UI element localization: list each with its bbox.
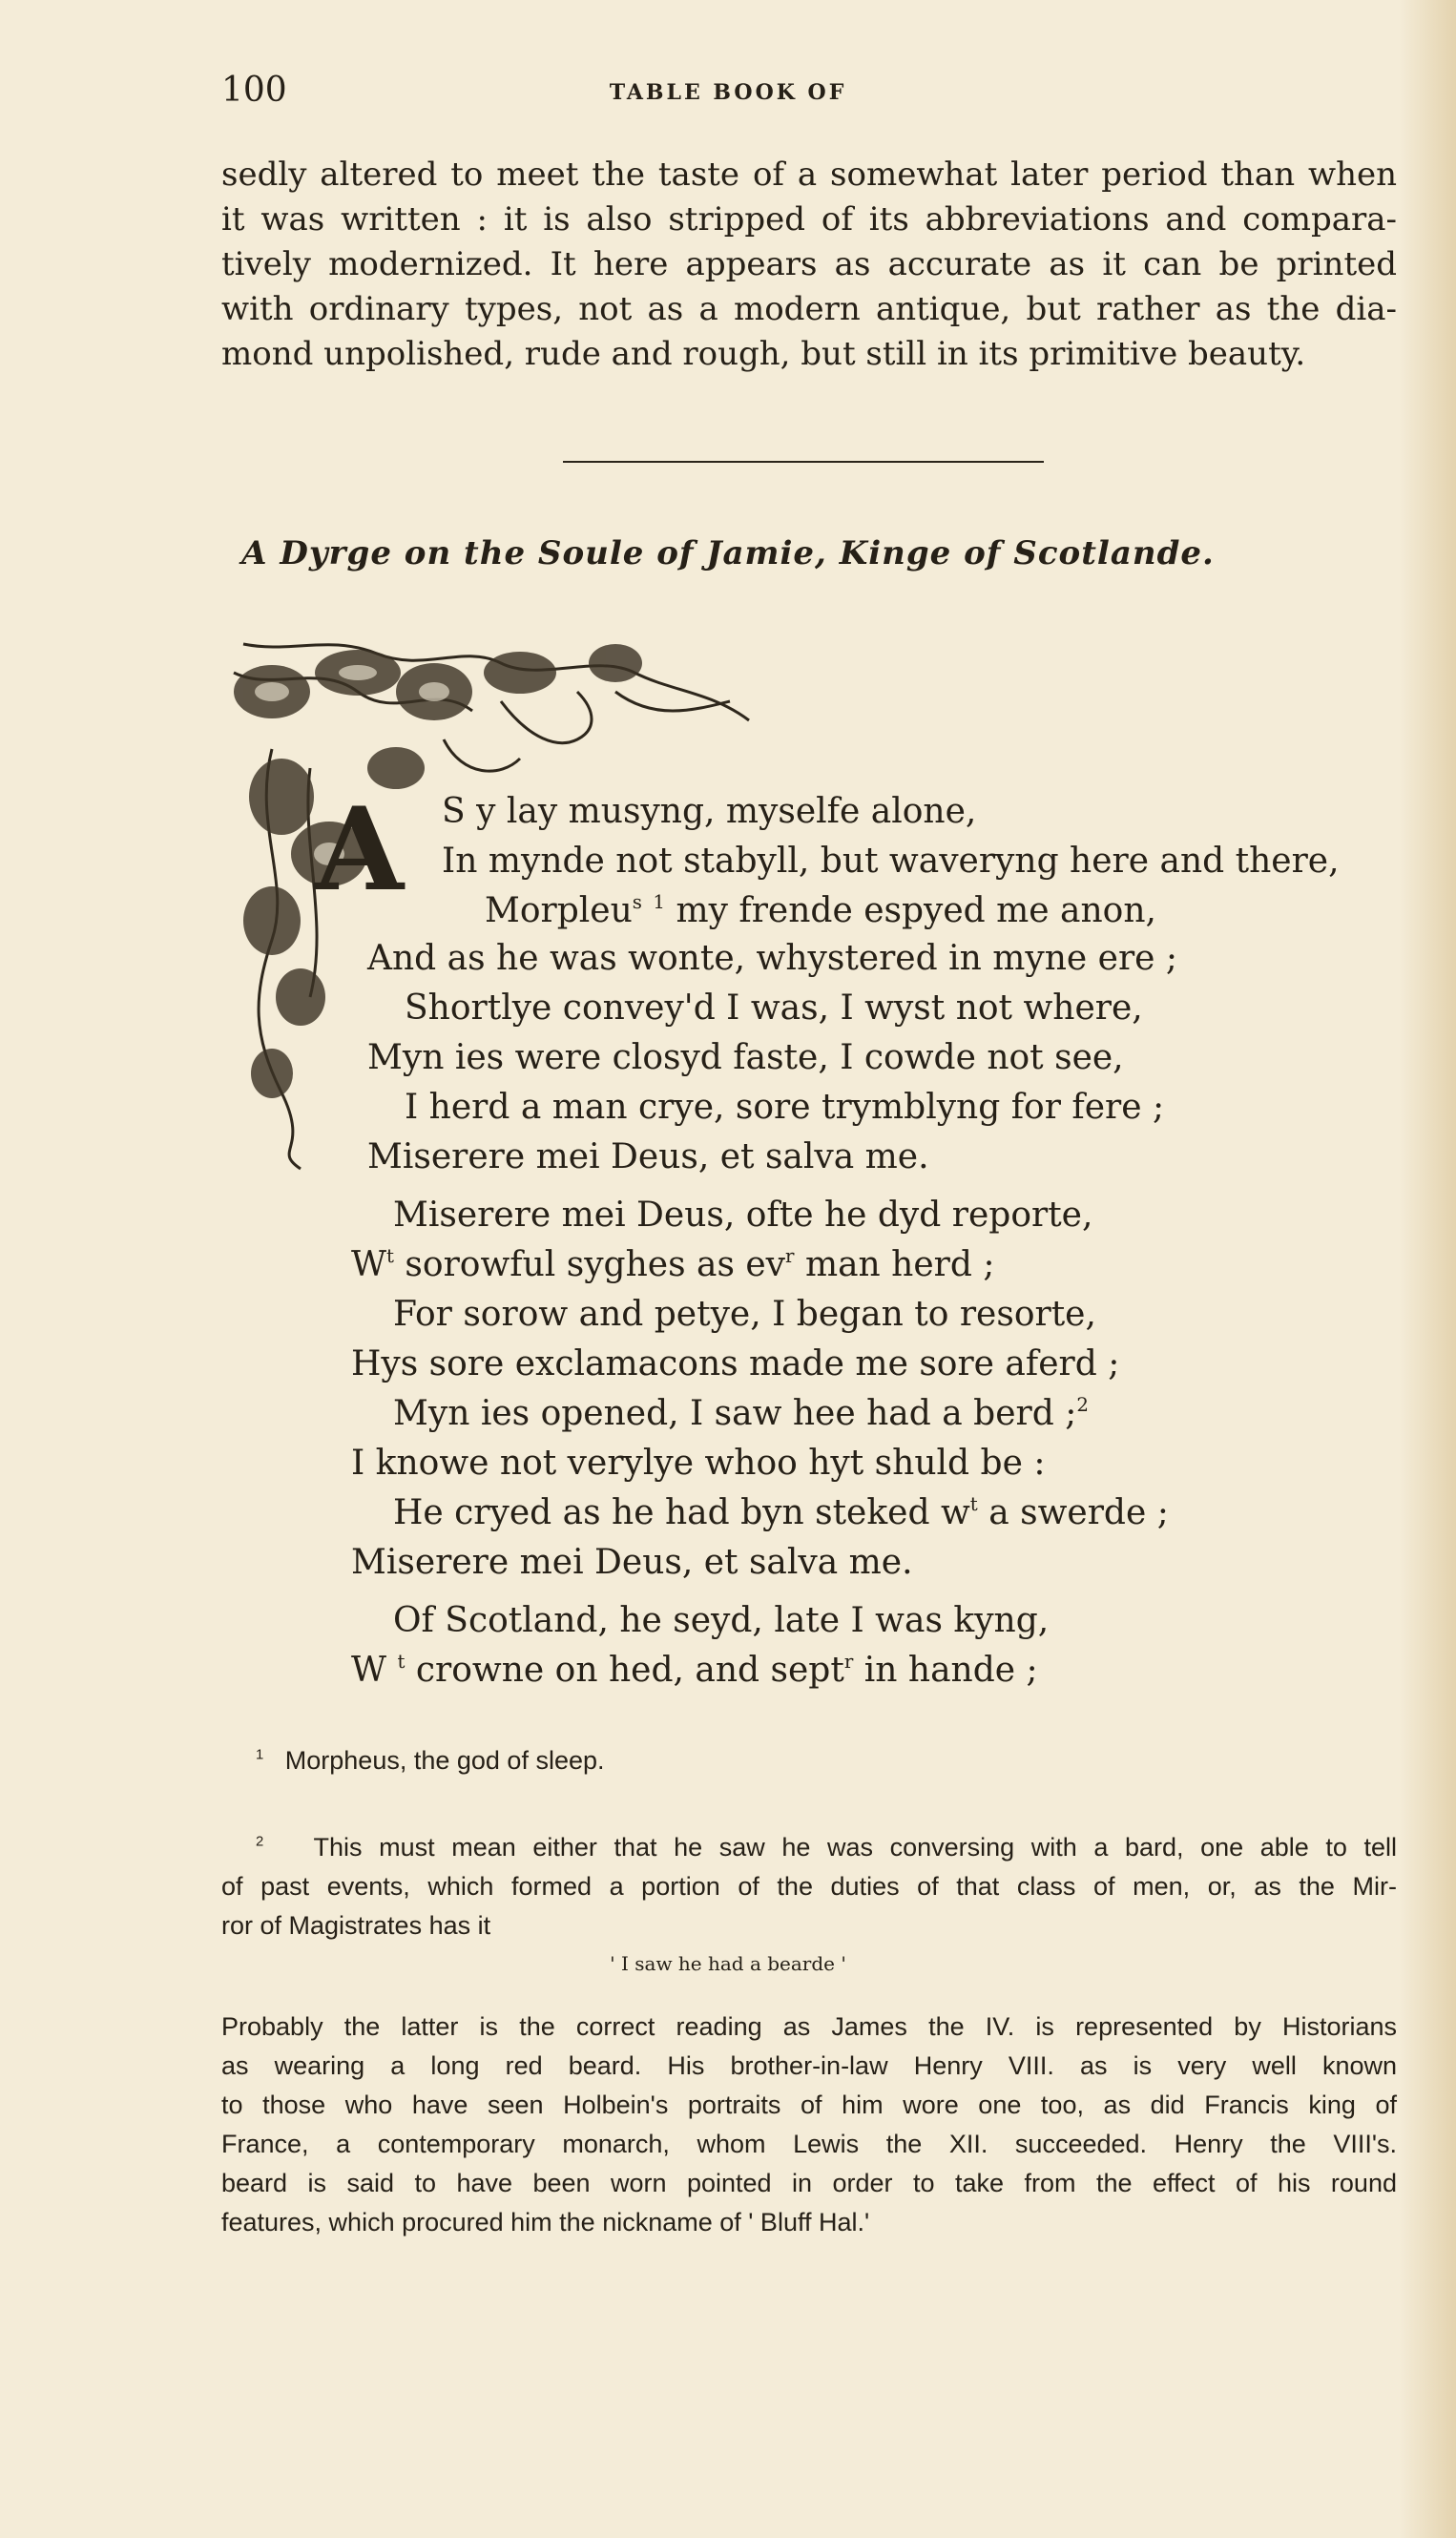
footnote-mark: 1 bbox=[256, 1747, 264, 1763]
verse-text: W bbox=[351, 1651, 387, 1690]
intro-line: mond unpolished, rude and rough, but still in its primitive beauty. bbox=[221, 335, 1306, 373]
footnote-line: beard is said to have been worn pointed in order to take from the effect of his round bbox=[221, 2169, 1397, 2197]
verse-line: And as he was wonte, whystered in myne ere ; bbox=[367, 939, 1178, 978]
footnote-2-continuation bbox=[221, 2008, 1397, 2242]
verse-line: Miserere mei Deus, ofte he dyd reporte, bbox=[393, 1196, 1093, 1235]
page-number: 100 bbox=[221, 71, 287, 110]
verse-line: Miserere mei Deus, et salva me. bbox=[367, 1137, 929, 1176]
verse-text: sorowful syghes as ev bbox=[405, 1245, 786, 1284]
footnote-line: as wearing a long red beard. His brother-in-law Henry VIII. as is very well known bbox=[221, 2051, 1397, 2080]
intro-line: sedly altered to meet the taste of a somewhat later period than when bbox=[221, 156, 1397, 194]
footnote-line: features, which procured him the nickname of ' Bluff Hal.' bbox=[221, 2208, 870, 2236]
verse-line: Of Scotland, he seyd, late I was kyng, bbox=[393, 1601, 1050, 1640]
footnote-quote: ' I saw he had a bearde ' bbox=[610, 1952, 846, 1975]
footnote-2 bbox=[221, 1828, 1397, 1945]
intro-line: it was written : it is also stripped of its abbreviations and compara- bbox=[221, 200, 1397, 239]
footnote-line: Probably the latter is the correct reading as James the IV. is represented by Historians bbox=[221, 2012, 1397, 2041]
verse-text: W bbox=[351, 1245, 387, 1284]
footnote-text: This must mean either that he saw he was conversing with a bard, one able to tell bbox=[313, 1833, 1397, 1862]
footnote-text: Morpheus, the god of sleep. bbox=[284, 1746, 605, 1775]
footnote-1 bbox=[256, 1746, 605, 1776]
footnote-mark: 2 bbox=[256, 1834, 264, 1850]
verse-text: Morpleu bbox=[485, 891, 633, 930]
superscript: r bbox=[843, 1651, 854, 1674]
verse-text: my frende espyed me anon, bbox=[676, 891, 1156, 930]
superscript: s bbox=[632, 891, 642, 914]
running-title: TABLE BOOK OF bbox=[609, 80, 847, 105]
footnote-ref-1: 1 bbox=[653, 891, 665, 914]
footnote-line: of past events, which formed a portion of the duties of that class of men, or, as the Mir- bbox=[221, 1872, 1397, 1901]
verse-line bbox=[351, 1651, 1038, 1690]
verse-line: Miserere mei Deus, et salva me. bbox=[351, 1543, 913, 1582]
intro-paragraph bbox=[221, 153, 1397, 377]
footnote-line: ror of Magistrates has it bbox=[221, 1911, 491, 1940]
verse-text: crowne on hed, and sept bbox=[415, 1651, 844, 1690]
verse-line bbox=[485, 891, 1156, 930]
footnote-line bbox=[221, 1828, 1397, 1867]
poem-title: A Dyrge on the Soule of Jamie, Kinge of Scotlande. bbox=[241, 534, 1215, 572]
drop-cap-letter: A bbox=[315, 782, 405, 917]
verse-line: For sorow and petye, I began to resorte, bbox=[393, 1295, 1096, 1334]
footnote-line: to those who have seen Holbein's portraits of him wore one too, as did Francis king of bbox=[221, 2091, 1397, 2119]
verse-text: man herd ; bbox=[804, 1245, 995, 1284]
footnote-ref-2: 2 bbox=[1076, 1394, 1089, 1417]
verse-text: a swerde ; bbox=[988, 1493, 1169, 1532]
intro-line: tively modernized. It here appears as accurate as it can be printed bbox=[221, 245, 1397, 283]
verse-line bbox=[393, 1493, 1169, 1532]
section-divider bbox=[563, 461, 1044, 463]
verse-line bbox=[351, 1245, 995, 1284]
verse-line: Hys sore exclamacons made me sore aferd ; bbox=[351, 1344, 1120, 1383]
verse-text: He cryed as he had byn steked w bbox=[393, 1493, 970, 1532]
page-gutter-shadow bbox=[1399, 0, 1456, 2538]
verse-line: In mynde not stabyll, but waveryng here and there, bbox=[442, 842, 1340, 881]
verse-line: S y lay musyng, myselfe alone, bbox=[442, 792, 977, 831]
verse-line: I knowe not verylye whoo hyt shuld be : bbox=[351, 1444, 1046, 1483]
intro-line: with ordinary types, not as a modern antique, but rather as the dia- bbox=[221, 290, 1397, 328]
superscript: t bbox=[386, 1245, 394, 1268]
verse-text: Myn ies opened, I saw hee had a berd ; bbox=[393, 1394, 1077, 1433]
verse-line: Myn ies were closyd faste, I cowde not see, bbox=[367, 1038, 1124, 1077]
verse-line: I herd a man crye, sore trymblyng for fere ; bbox=[405, 1088, 1165, 1127]
verse-line bbox=[393, 1394, 1089, 1433]
footnote-line: France, a contemporary monarch, whom Lewis the XII. succeeded. Henry the VIII's. bbox=[221, 2130, 1397, 2158]
superscript: t bbox=[397, 1651, 406, 1674]
superscript: t bbox=[969, 1493, 978, 1516]
verse-text: in hande ; bbox=[863, 1651, 1038, 1690]
superscript: r bbox=[785, 1245, 795, 1268]
verse-line: Shortlye convey'd I was, I wyst not where, bbox=[405, 988, 1143, 1028]
